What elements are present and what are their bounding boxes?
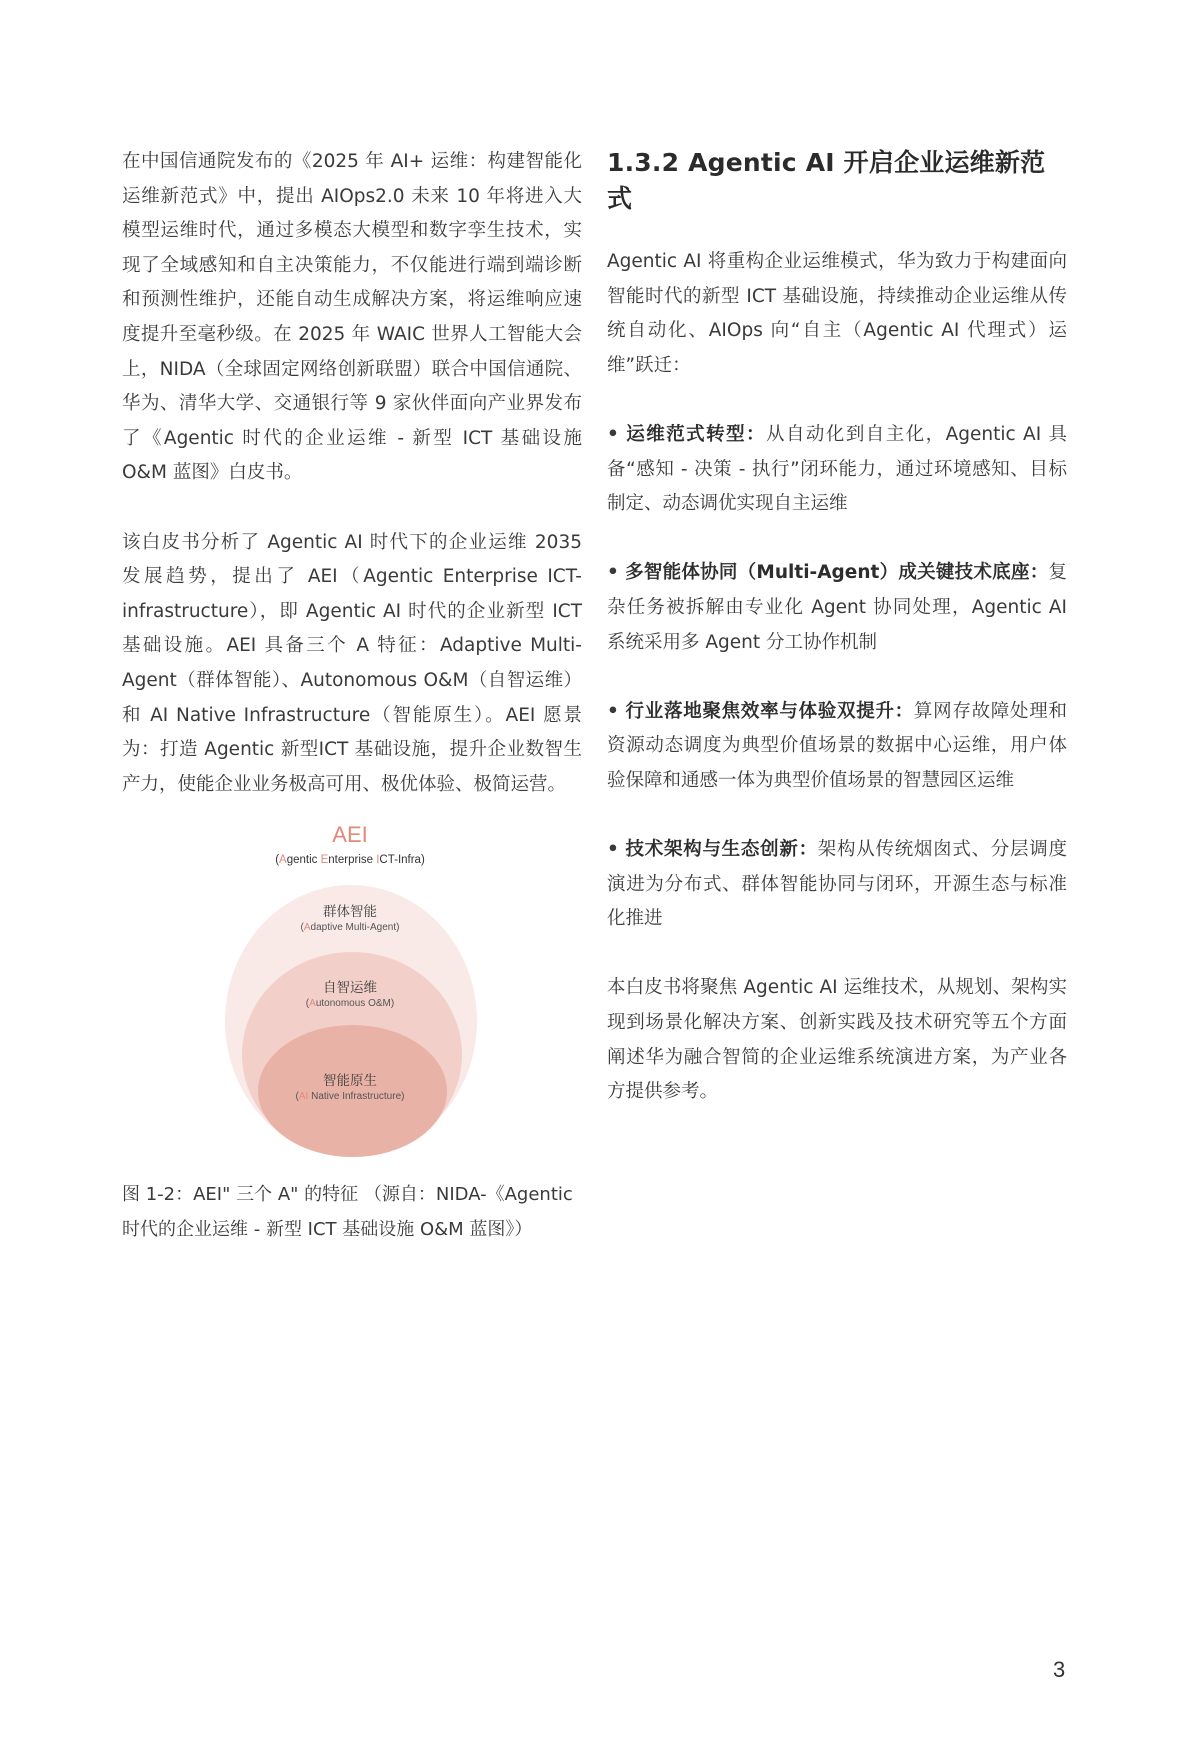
bullet-icon: • bbox=[607, 839, 619, 861]
bullet-text: 复杂任务被拆解由专业化 Agent 协同处理，Agentic AI 系统采用多 Agent 分工协作机制 bbox=[607, 562, 1067, 653]
spacer bbox=[607, 799, 1067, 834]
aei-diagram bbox=[200, 820, 500, 1165]
spacer bbox=[607, 660, 1067, 695]
figure-caption: 图 1-2：AEI" 三个 A" 的特征 （源自：NIDA-《Agentic 时代的企业运维 - 新型 ICT 基础设施 O&M 蓝图》） bbox=[122, 1184, 573, 1240]
ring-label-outer: 群体智能 (Adaptive Multi-Agent) bbox=[300, 904, 400, 933]
ring-label-inner: 智能原生 (AI Native Infrastructure) bbox=[295, 1073, 405, 1102]
paragraph-aei-whitepaper: 该白皮书分析了 Agentic AI 时代下的企业运维 2035 发展趋势，提出了 AEI（Agentic Enterprise ICT-infrastructure），即 Agentic AI 时代的企业新型 ICT 基础设施。AEI 具备三个 A 特征：Adaptive Multi-Agent（群体智能）、Autonomous O&M（自智运维）和 AI Native Infrastructure（智能原生）。AEI 愿景为：打造 Agentic 新型ICT 基础设施，提升企业数智生产力，使能企业业务极高可用、极优体验、极简运营。 bbox=[122, 531, 582, 795]
conclusion-paragraph: 本白皮书将聚焦 Agentic AI 运维技术，从规划、架构实现到场景化解决方案、创新实践及技术研究等五个方面阐述华为融合智简的企业运维系统演进方案，为产业各方提供参考。 bbox=[607, 977, 1067, 1103]
bullet-item bbox=[607, 695, 1067, 799]
page-number: 3 bbox=[1053, 1657, 1066, 1682]
spacer bbox=[607, 522, 1067, 557]
bullet-title: 运维范式转型： bbox=[624, 423, 766, 445]
bullet-item bbox=[607, 418, 1067, 522]
spacer bbox=[122, 491, 582, 526]
spacer bbox=[607, 937, 1067, 972]
diagram-subtitle: (Agentic Enterprise ICT-Infra) bbox=[275, 854, 425, 866]
left-column bbox=[122, 145, 582, 802]
section-title: 1.3.2 Agentic AI 开启企业运维新范式 bbox=[607, 148, 1046, 213]
ring-label-middle: 自智运维 (Autonomous O&M) bbox=[305, 980, 395, 1009]
spacer bbox=[607, 217, 1067, 245]
bullet-text: 架构从传统烟囱式、分层调度演进为分布式、群体智能协同与闭环，开源生态与标准化推进 bbox=[607, 839, 1067, 930]
bullet-text: 从自动化到自主化，Agentic AI 具备“感知 - 决策 - 执行”闭环能力，通过环境感知、目标制定、动态调优实现自主运维 bbox=[607, 423, 1067, 515]
bullet-title: 技术架构与生态创新： bbox=[624, 839, 818, 861]
bullet-icon: • bbox=[607, 562, 619, 584]
bullet-title: 行业落地聚焦效率与体验双提升： bbox=[624, 700, 914, 722]
spacer bbox=[607, 383, 1067, 418]
bullet-icon: • bbox=[607, 423, 619, 445]
intro-paragraph: Agentic AI 将重构企业运维模式，华为致力于构建面向智能时代的新型 ICT 基础设施，持续推动企业运维从传统自动化、AIOps 向“自主（Agentic AI 代理式）运维”跃迁： bbox=[607, 251, 1067, 376]
bullet-item bbox=[607, 833, 1067, 937]
bullet-icon: • bbox=[607, 700, 619, 722]
bullet-item bbox=[607, 556, 1067, 660]
paragraph-caict-aiops: 在中国信通院发布的《2025 年 AI+ 运维：构建智能化运维新范式》中，提出 AIOps2.0 未来 10 年将进入大模型运维时代，通过多模态大模型和数字孪生技术，实现了全域感知和自主决策能力，不仅能进行端到端诊断和预测性维护，还能自动生成解决方案，将运维响应速度提升至毫秒级。在 2025 年 WAIC 世界人工智能大会上，NIDA（全球固定网络创新联盟）联合中国信通院、华为、清华大学、交通银行等 9 家伙伴面向产业界发布了《Agentic 时代的企业运维 - 新型 ICT 基础设施 O&M 蓝图》白皮书。 bbox=[122, 151, 582, 484]
diagram-title: AEI bbox=[332, 822, 368, 847]
bullet-title: 多智能体协同（Multi-Agent）成关键技术底座： bbox=[624, 562, 1049, 584]
right-column bbox=[607, 145, 1067, 1110]
bullet-text: 算网存故障处理和资源动态调度为典型价值场景的数据中心运维，用户体验保障和通感一体为典型价值场景的智慧园区运维 bbox=[607, 700, 1067, 791]
